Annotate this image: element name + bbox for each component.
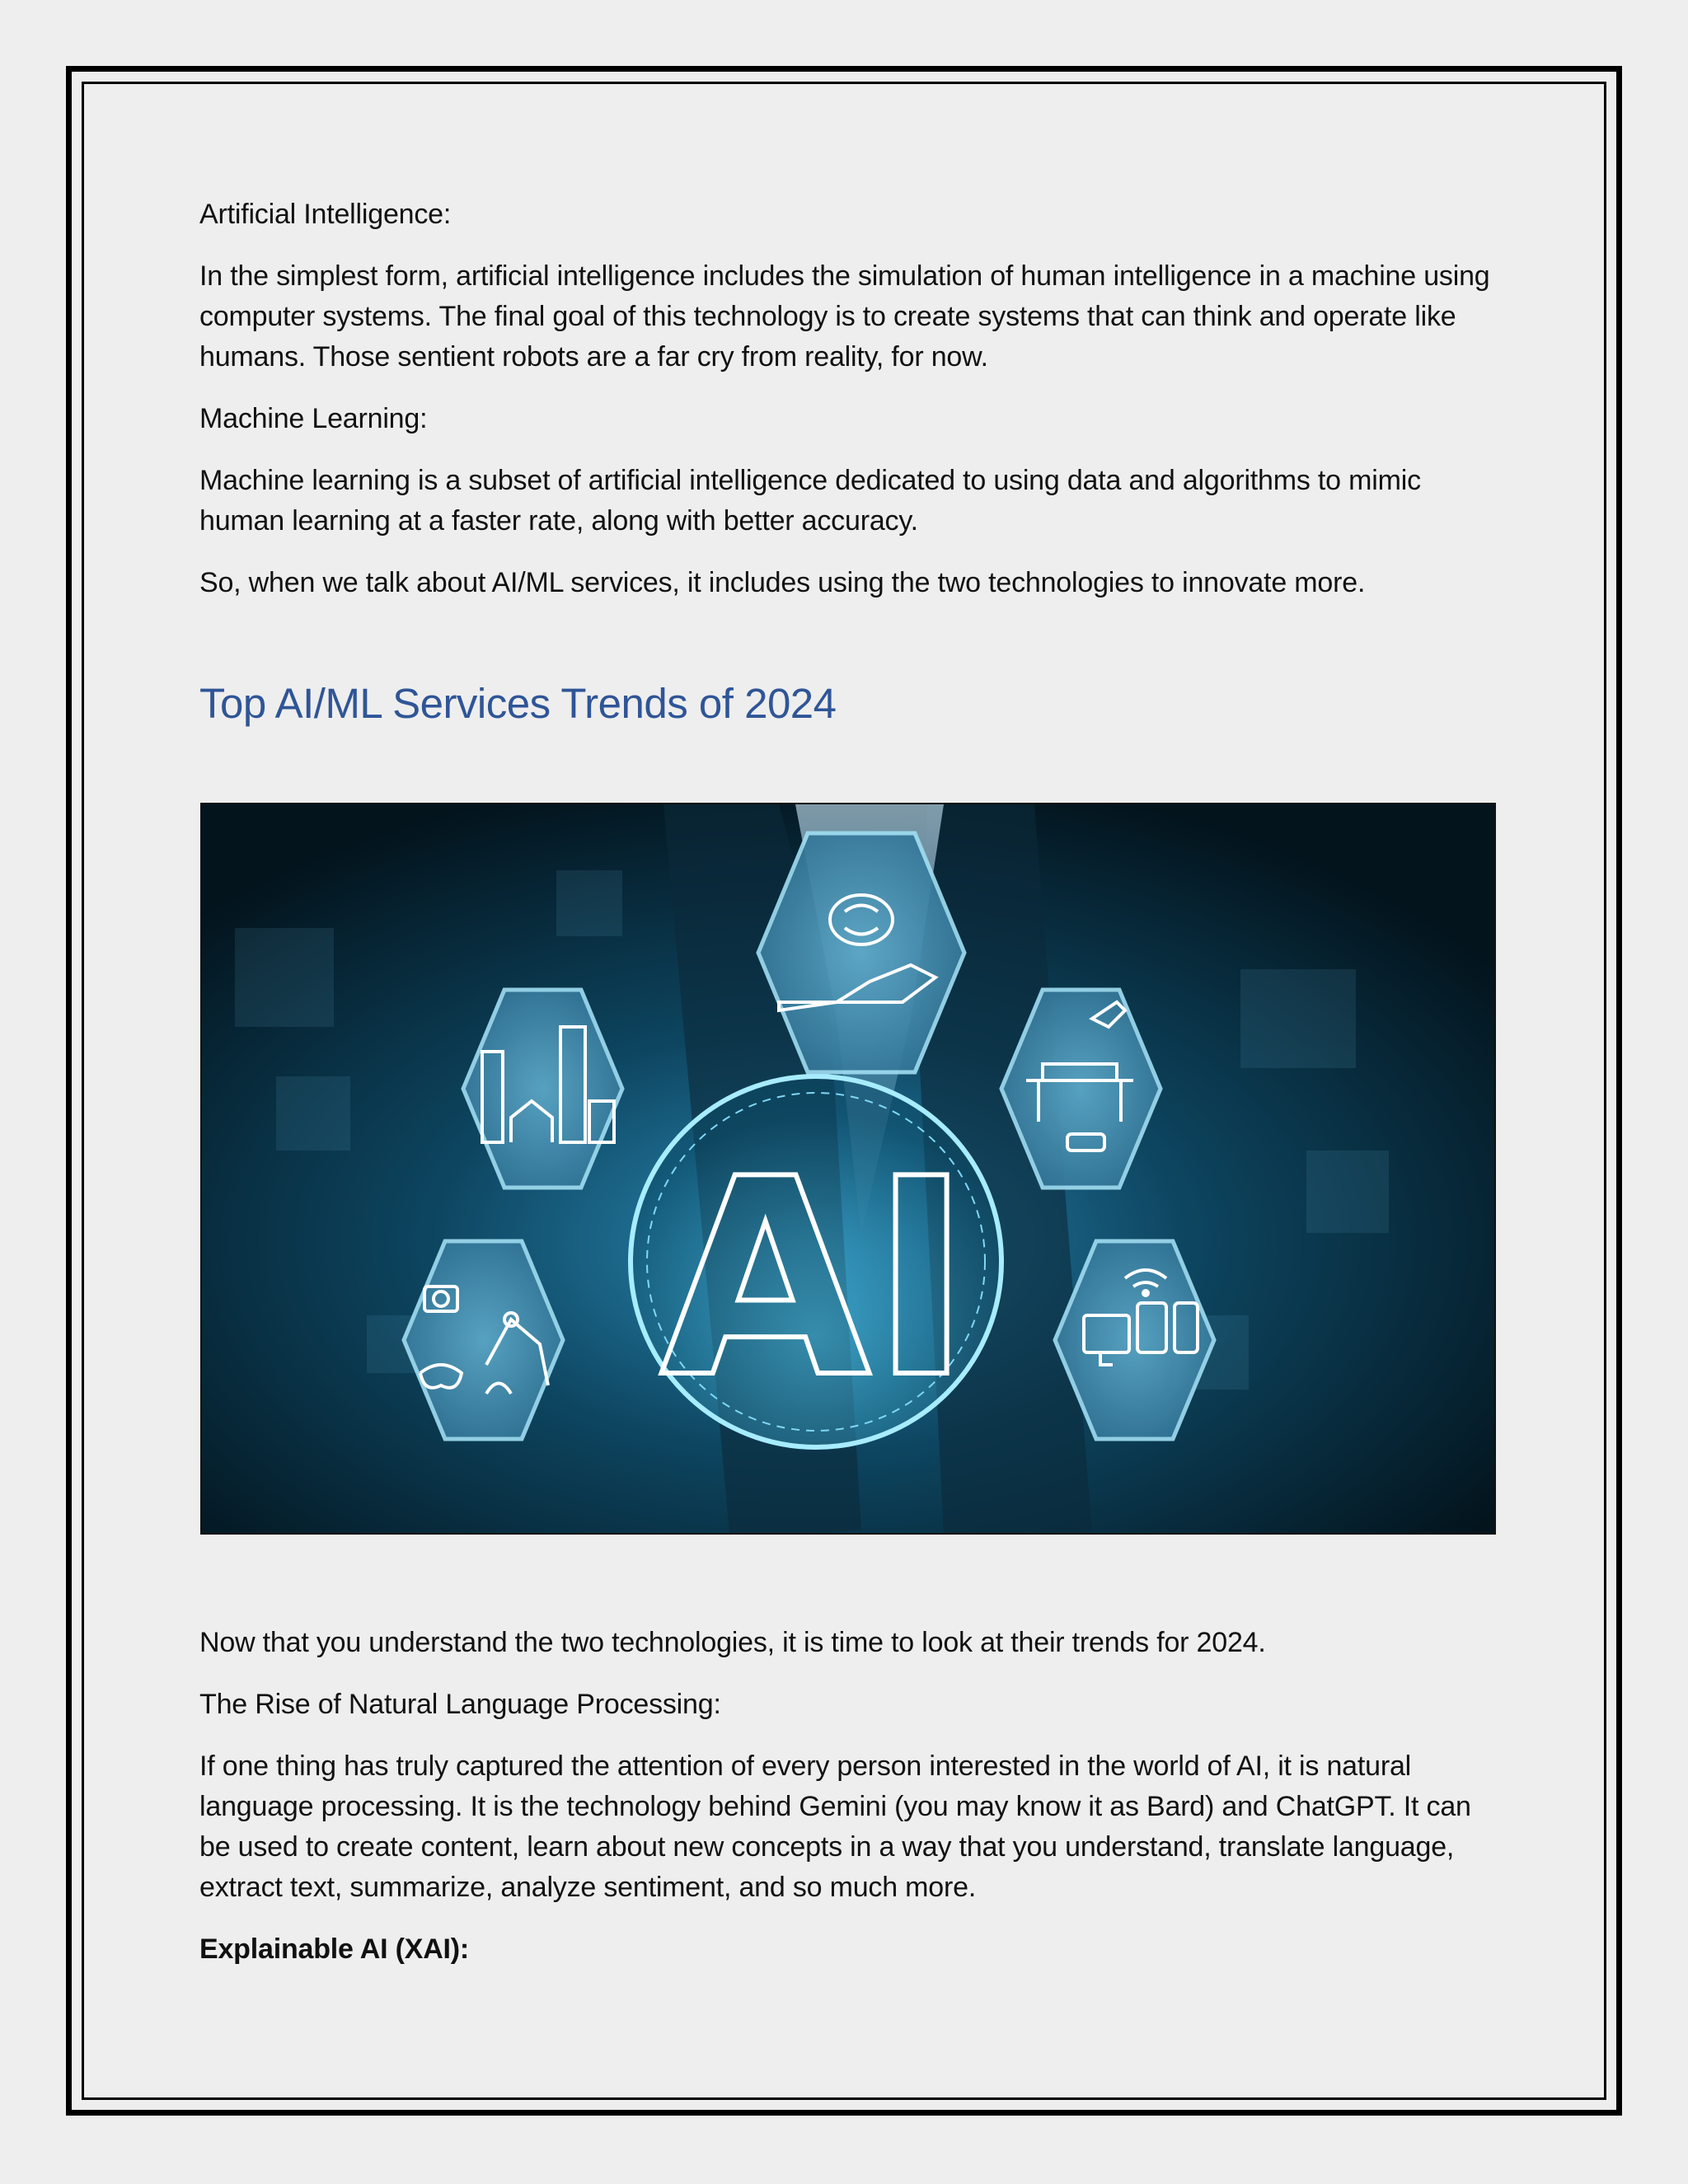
ai-center-text: AI	[659, 1121, 973, 1437]
document-body-top	[199, 194, 1498, 729]
document-body-bottom	[199, 1623, 1498, 1991]
section-heading: Top AI/ML Services Trends of 2024	[199, 680, 837, 727]
xai-subheading: Explainable AI (XAI):	[199, 1933, 470, 1965]
ai-paragraph: In the simplest form, artificial intelligence includes the simulation of human intelligence in a machine using computer systems. The final goal of this technology is to create systems that can think and operate like humans. Those sentient robots are a far cry from reality, for now.	[199, 260, 1490, 373]
nlp-subheading: The Rise of Natural Language Processing:	[199, 1689, 721, 1720]
nlp-paragraph: If one thing has truly captured the attention of every person interested in the world of AI, it is natural language processing. It is the technology behind Gemini (you may know it as Bard) and ChatGPT. It can be used to create content, learn about new concepts in a way that you understand, translate language, extract text, summarize, analyze sentiment, and so much more.	[199, 1750, 1471, 1903]
trends-intro-paragraph: Now that you understand the two technologies, it is time to look at their trends for 2024.	[199, 1627, 1266, 1658]
aiml-summary-paragraph: So, when we talk about AI/ML services, it includes using the two technologies to innovate more.	[199, 567, 1366, 598]
ai-subheading: Artificial Intelligence:	[199, 199, 452, 230]
ai-illustration-image	[200, 803, 1496, 1535]
ml-subheading: Machine Learning:	[199, 403, 428, 434]
ml-paragraph: Machine learning is a subset of artificial intelligence dedicated to using data and algorithms to mimic human learning at a faster rate, along with better accuracy.	[199, 465, 1421, 537]
